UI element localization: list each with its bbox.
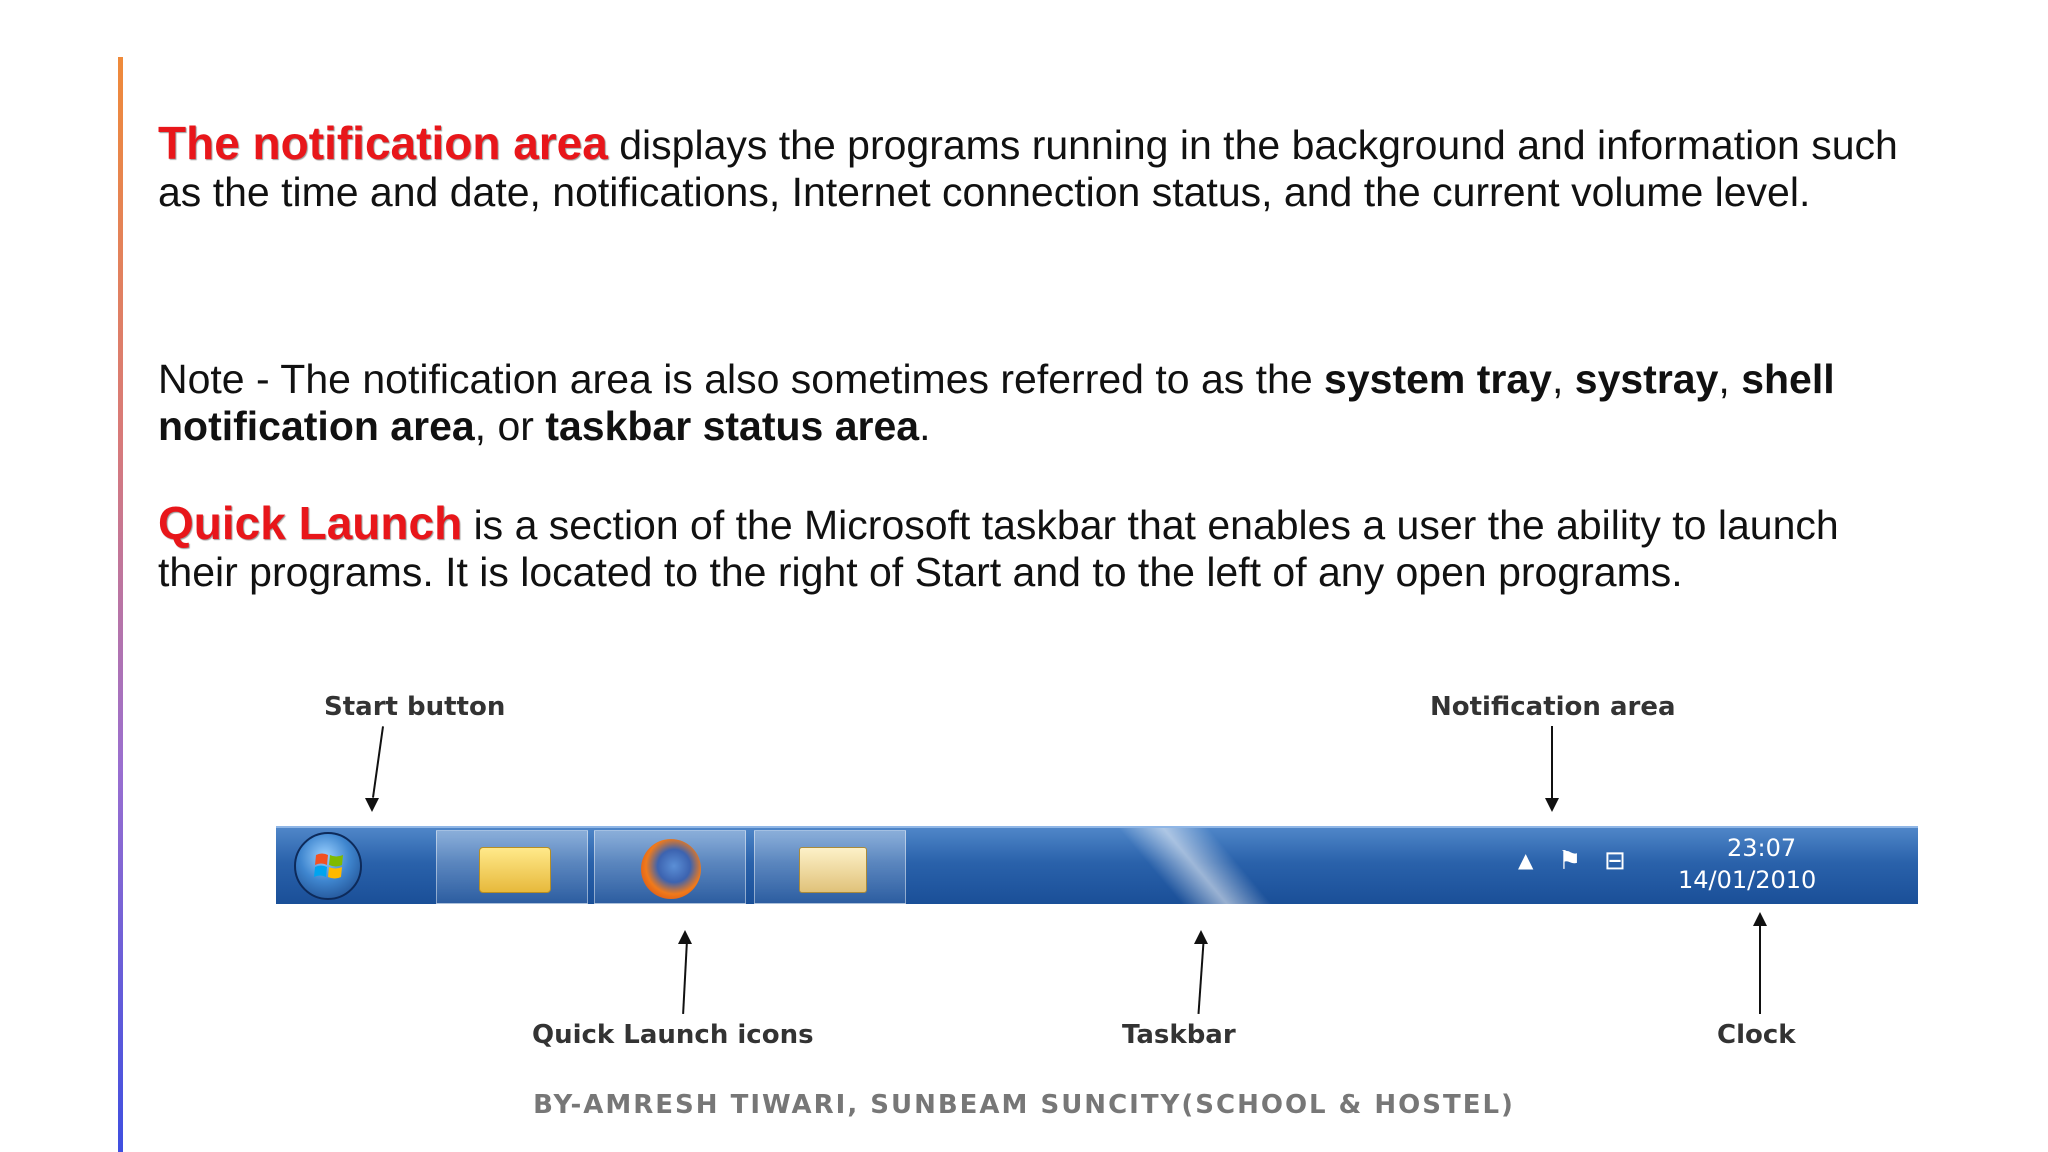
note-sep-2: , — [1718, 356, 1742, 402]
label-clock: Clock — [1717, 1020, 1796, 1050]
arrow-quick-launch — [682, 942, 688, 1014]
label-notification-area: Notification area — [1430, 692, 1676, 722]
quick-launch-mail[interactable] — [754, 830, 906, 904]
term-taskbar-status-area: taskbar status area — [545, 403, 920, 449]
text-quick-launch: is a section of the Microsoft taskbar that enables a user the ability to launch their programs. It is located to the right of Start and to the left of any open programs. — [158, 502, 1839, 595]
paragraph-note — [158, 356, 1918, 450]
action-center-flag-icon[interactable]: ⚑ — [1558, 846, 1582, 876]
mail-icon — [799, 847, 867, 893]
notification-area — [1488, 828, 1918, 904]
note-prefix: Note - The notification area is also sometimes referred to as the — [158, 356, 1325, 402]
term-shell-notification-area: shell notification area — [158, 356, 1835, 449]
taskbar-diagram — [250, 690, 1970, 1070]
text-notification-area: displays the programs running in the background and information such as the time and date, notifications, Internet connection status, and the current volume level. — [158, 122, 1898, 215]
folder-icon — [479, 847, 551, 893]
paragraph-quick-launch — [158, 497, 1918, 596]
note-end: . — [919, 403, 931, 449]
clock-date[interactable]: 14/01/2010 — [1678, 866, 1817, 894]
note-sep-3: , or — [474, 403, 546, 449]
network-icon[interactable]: ⊟ — [1604, 846, 1626, 876]
term-systray: systray — [1574, 356, 1719, 402]
heading-quick-launch: Quick Launch — [158, 497, 463, 549]
arrowhead-notification-area — [1545, 798, 1559, 812]
paragraph-notification-area — [158, 117, 1918, 216]
windows-logo-icon — [314, 850, 344, 882]
note-sep-1: , — [1551, 356, 1575, 402]
quick-launch-explorer[interactable] — [436, 830, 588, 904]
show-hidden-icons-icon[interactable]: ▲ — [1518, 848, 1534, 872]
label-quick-launch-icons: Quick Launch icons — [532, 1020, 814, 1050]
arrow-clock — [1759, 924, 1761, 1014]
term-system-tray: system tray — [1324, 356, 1552, 402]
footer-credit: BY-AMRESH TIWARI, SUNBEAM SUNCITY(SCHOOL & HOSTEL) — [533, 1090, 1515, 1120]
arrow-notification-area — [1551, 726, 1553, 798]
taskbar-sheen — [1110, 826, 1292, 904]
label-start-button: Start button — [324, 692, 506, 722]
heading-notification-area: The notification area — [158, 117, 608, 169]
arrowhead-taskbar — [1194, 930, 1208, 944]
clock-time[interactable]: 23:07 — [1727, 834, 1797, 862]
label-taskbar: Taskbar — [1122, 1020, 1236, 1050]
firefox-icon — [641, 839, 701, 899]
start-button[interactable] — [294, 832, 362, 900]
taskbar — [276, 826, 1918, 904]
accent-bar — [118, 57, 123, 1152]
arrow-start-button — [372, 726, 384, 798]
quick-launch-firefox[interactable] — [594, 830, 746, 904]
arrowhead-start-button — [365, 798, 379, 812]
arrow-taskbar — [1197, 942, 1204, 1014]
